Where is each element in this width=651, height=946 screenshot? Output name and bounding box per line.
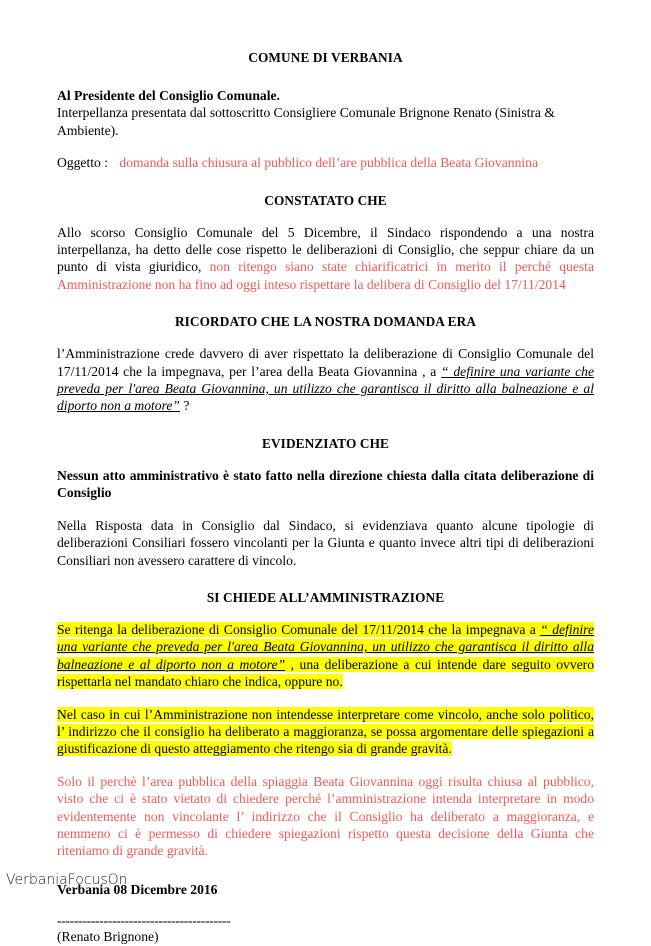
ricordato-trailing-text: ? [179,398,190,414]
subject-line [57,154,594,171]
document-body [57,0,594,946]
request-one-intro-text: Se ritenga la deliberazione di Consiglio Comunale del 17/11/2014 che la impegnava a [57,621,541,637]
subject-text: domanda sulla chiusura al pubblico dell’are pubblica della Beata Giovannina [119,155,539,171]
constatato-black-text: Allo scorso Consiglio Comunale del 5 Dicembre, il Sindaco rispondendo a una nostra interpellanza, ha detto delle cose rispetto le deliberazioni di Consiglio, che seppur chiare da un punto di vista giuridico, [57,224,594,275]
intro-paragraph: Interpellanza presentata dal sottoscritto Consigliere Comunale Brignone Renato (Sinistra & Ambiente). [57,105,555,138]
closing-paragraph: Solo il perchè l’area pubblica della spiaggia Beata Giovannina oggi risulta chiusa al pubblico, visto che ci è stato vietato di chiedere perché l’amministrazione intenda interpretare in modo evidentemente non vincolante l’ indirizzo che il Consiglio ha deliberato a maggioranza, e nemmeno ci è permesso di chiedere spiegazioni rispetto questa decisione della Giunta che riteniamo di grande gravità. [57,773,594,859]
signature-rule: ----------------------------------------- [57,913,231,929]
request-paragraph-two [57,706,594,758]
paragraph-ricordato [57,345,594,415]
subject-label: Oggetto : [57,155,108,171]
ricordato-quoted-deliberation: “ definire una variante che preveda per l'area Beata Giovannina, un utilizzo che garantisca il diritto alla balneazione e al diporto non a motore” [57,363,594,414]
heading-constatato: CONSTATATO CHE [264,192,387,208]
heading-ricordato: RICORDATO CHE LA NOSTRA DOMANDA ERA [174,314,477,330]
paragraph-constatato [57,224,594,294]
ricordato-intro-text: l’Amministrazione crede davvero di aver rispettato la deliberazione di Consiglio Comunale del 17/11/2014 che la impegnava, per l’area della Beata Giovannina , a [57,346,594,379]
place-and-date: Verbania 08 Dicembre 2016 [57,881,218,897]
request-one-trailing-text: , una deliberazione a cui intende dare seguito ovvero rispettarla nel mandato chiaro che indica, oppure no. [57,656,594,690]
addressee-line: Al Presidente del Consiglio Comunale. [57,88,280,103]
evidenziato-paragraph: Nella Risposta data in Consiglio dal Sindaco, si evidenziava quanto alcune tipologie di deliberazioni Consiliari fossero vincolanti per la Giunta e quanto invece altri tipi di deliberazioni Consiliari non avessero carattere di vincolo. [57,517,594,568]
heading-si-chiede: SI CHIEDE ALL’AMMINISTRAZIONE [206,589,445,605]
request-two-text: Nel caso in cui l’Amministrazione non intendesse interpretare come vincolo, anche solo politico, l’ indirizzo che il consiglio ha deliberato a maggioranza, se possa argomentare delle spiegazioni a giustificazione di questo atteggiamento che ritengo sia di grande gravità. [57,706,594,757]
request-one-quoted-deliberation: “ definire una variante che preveda per l'area Beata Giovannina, un utilizzo che garantisca il diritto alla balneazione e al diporto non a motore” [57,621,594,672]
request-paragraph-one [57,621,594,691]
evidenziato-bold-statement: Nessun atto amministrativo è stato fatto nella direzione chiesta dalla citata deliberazione di Consiglio [57,467,594,501]
signature-name: (Renato Brignone) [57,929,159,945]
page-title: COMUNE DI VERBANIA [248,50,403,65]
watermark-label: VerbaniaFocusOn [6,872,128,888]
constatato-red-text: non ritengo siano state chiarificatrici in merito il perché questa Amministrazione non ha fino ad oggi inteso rispettare la delibera di Consiglio del 17/11/2014 [57,259,594,292]
heading-evidenziato: EVIDENZIATO CHE [262,435,389,451]
